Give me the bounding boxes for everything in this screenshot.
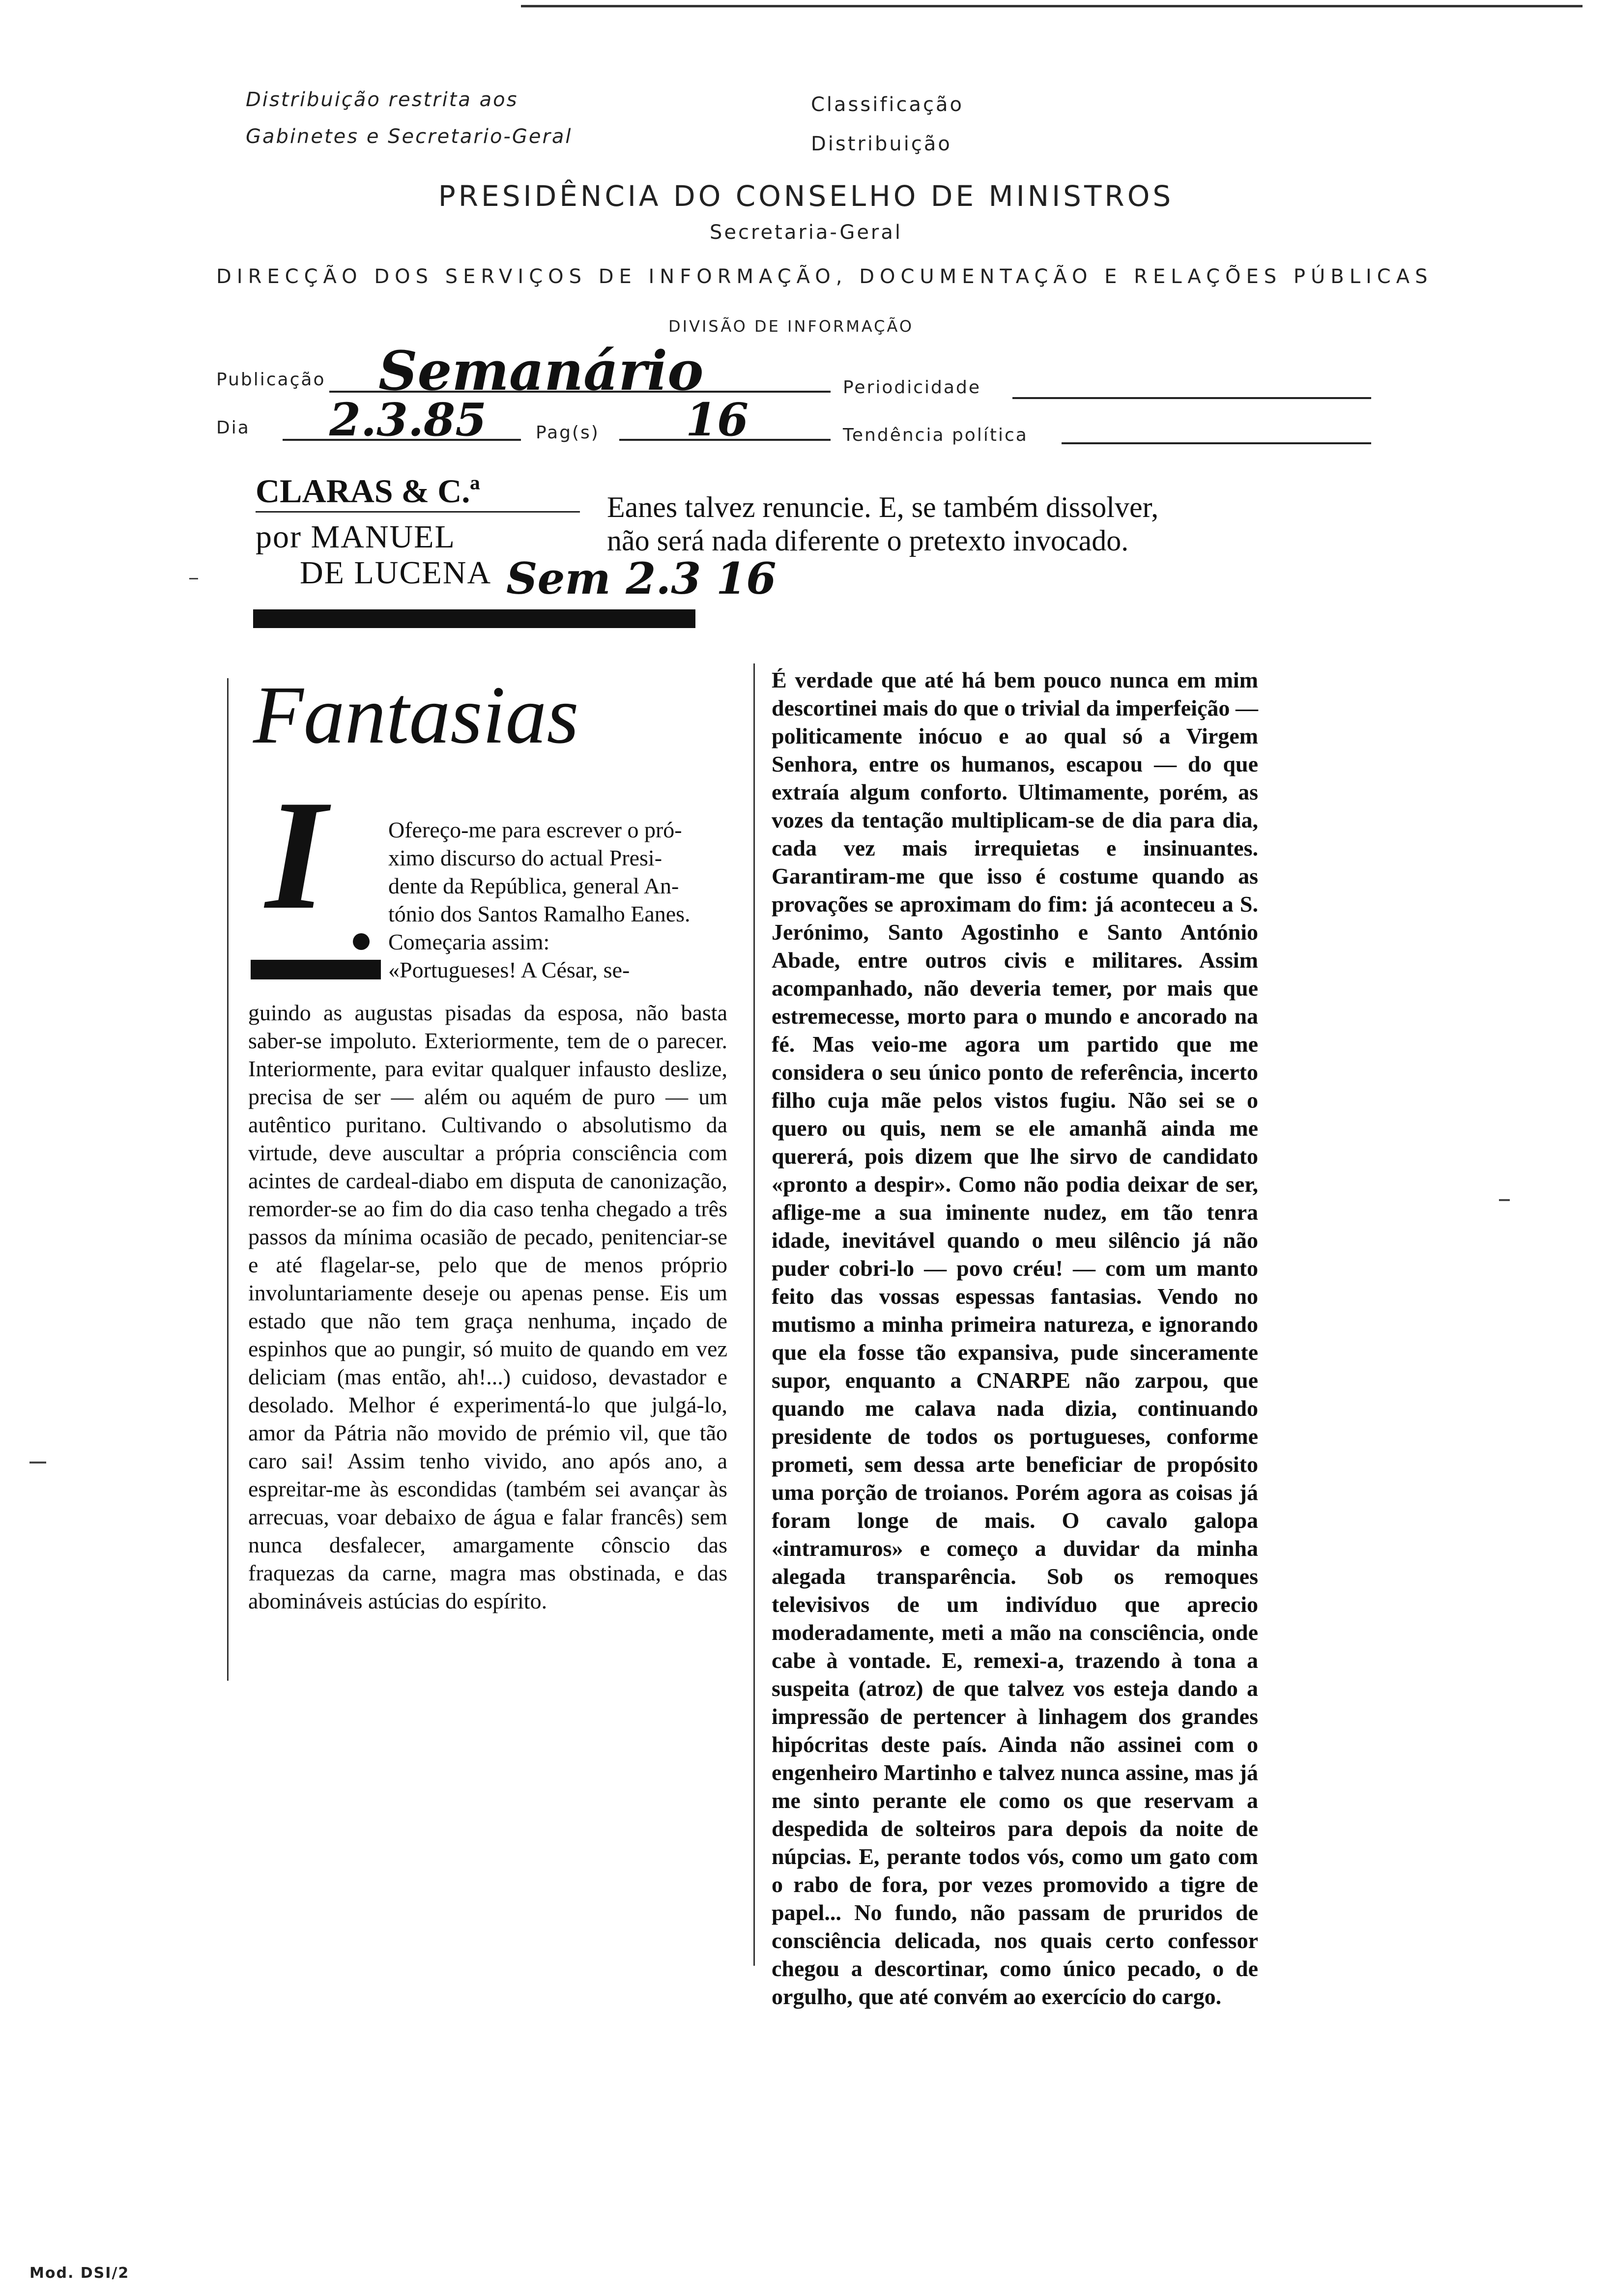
drop-cap: I <box>265 768 327 942</box>
distribution-restriction-line2: Gabinetes e Secretario-Geral <box>246 125 573 148</box>
handwritten-reference: Sem 2.3 16 <box>506 553 777 604</box>
scan-mark <box>29 1462 46 1464</box>
intro-line: ximo discurso do actual Presi- <box>388 845 662 870</box>
headline-line2: não será nada diferente o pretexto invocado. <box>607 524 1129 557</box>
intro-line <box>388 956 727 984</box>
scan-mark <box>1499 1199 1510 1201</box>
right-column-text: É verdade que até há bem pouco nunca em mim descortinei mais do que o trivial da imperfeição — politicamente inócuo e ao qual só a Virgem Senhora, entre os humanos, escapou — do que extraía algum conforto. Ultimamente, porém, as vozes da tentação multiplicam-se de dia para dia, cada vez mais irrequietas e insinuantes. Garantiram-me que isso é costume quando as provações se aproximam do fim: já aconteceu a S. Jerónimo, Santo Agostinho e Santo António Abade, entre outros civis e militares. Assim acompanhado, não deveria temer, por mais que estremecesse, morto para o mundo e ancorado na fé. Mas veio-me agora um partido que me considera o seu único ponto de referência, incerto filho cuja mãe pelos vistos fugiu. Não sei se o quero ou quis, nem se ele amanhã ainda me quererá, pois dizem que lhe sirvo de candidato «pronto a despir». Como não podia deixar de ser, aflige-me a sua iminente nudez, em tão tenra idade, inevitável quando o meu silêncio já não puder cobri-lo — povo créu! — com um manto feito das vossas espessas fantasias. Vendo no mutismo a minha primeira natureza, e ignorando que ela fosse tão expansiva, pude sinceramente supor, enquanto a CNARPE não zarpou, que quando me calava nada dizia, continuando presidente de todos os portugueses, conforme prometi, sem dessa arte beneficiar de propósito uma porção de troianos. Porém agora as coisas já foram longe de mais. O cavalo galopa «intramuros» e começo a duvidar da minha alegada transparência. Sob os remoques televisivos de um indivíduo que aprecio moderadamente, meti a mão na consciência, onde cabe à vontade. E, remexi-a, trazendo à tona a suspeita (atroz) de que talvez vos esteja dando a impressão de pertencer à linhagem dos grandes hipócritas deste país. Ainda não assinei com o engenheiro Martinho e talvez nunca assine, mas já me sinto perante ele como os que reservam a despedida de solteiros para depois da noite de núpcias. E, perante todos vós, como um gato com o rabo de fora, por vezes promovido a tigre de papel... No fundo, não passam de pruridos de consciência delicada, nos quais certo confessor chegou a descortinar, como único pecado, o de orgulho, que até convém ao exercício do cargo. <box>772 667 1258 2009</box>
top-rule <box>521 5 1583 7</box>
intro-paragraph <box>388 816 727 984</box>
heading-thick-bar <box>253 609 695 628</box>
political-tendency-line <box>1062 442 1371 444</box>
column-divider <box>753 663 755 1966</box>
redaction-bar <box>251 960 381 979</box>
secretariat-subtitle: Secretaria-Geral <box>709 221 902 244</box>
intro-line: dente da República, general An- <box>388 873 679 898</box>
left-column-text: guindo as augustas pisadas da esposa, não basta saber-se impoluto. Exteriormente, tem de o parecer. Interiormente, para evitar qualquer infausto deslize, precisa de ser — além ou aquém de puro — um autêntico puritano. Cultivando o absolutismo da virtude, deve auscultar a própria consciência com acintes de cardeal-diabo em disputa de canonização, remorder-se ao fim do dia caso tenha chegado a três passos da mínima ocasião de pecado, penitenciar-se e até flagelar-se, pelo que de menos próprio involuntariamente deseje ou apenas pense. Eis um estado que não tem graça nenhuma, inçado de espinhos que ao pungir, só muito de quando em vez deliciam (mas então, ah!...) cuidoso, devastador e desolado. Melhor é experimentá-lo que julgá-lo, amor da Pátria não movido de prémio vil, que tão caro sai! Assim tenho vivido, ano após ano, a espreitar-me às escondidas (também sei avançar às arrecuas, voar debaixo de água e falar francês) sem nunca desfalecer, amargamente cônscio das fraquezas da carne, magra mas obstinada, e das abomináveis astúcias do espírito. <box>248 1000 727 1613</box>
classification-label: Classificação <box>811 93 964 116</box>
pages-label: Pag(s) <box>536 423 600 443</box>
intro-line <box>388 928 727 956</box>
column-name: CLARAS & C.ª <box>256 472 480 510</box>
author-line1: por MANUEL <box>256 519 456 555</box>
publication-handwritten: Semanário <box>378 339 704 402</box>
day-handwritten: 2.3.85 <box>329 393 487 446</box>
left-column-rule <box>227 678 229 1681</box>
column-name-underline <box>256 511 580 513</box>
division-line: DIVISÃO DE INFORMAÇÃO <box>668 317 914 336</box>
political-tendency-label: Tendência política <box>843 425 1028 445</box>
directorate-line: DIRECÇÃO DOS SERVIÇOS DE INFORMAÇÃO, DOCUMENTAÇÃO E RELAÇÕES PÚBLICAS <box>216 265 1433 288</box>
day-label: Dia <box>216 418 250 438</box>
model-code: Mod. DSI/2 <box>29 2265 130 2282</box>
ministry-title: PRESIDÊNCIA DO CONSELHO DE MINISTROS <box>438 179 1174 213</box>
article-title: Fantasias <box>253 669 579 761</box>
headline-line1: Eanes talvez renuncie. E, se também dissolver, <box>607 491 1159 523</box>
bullet-icon <box>353 933 370 950</box>
intro-line: tónio dos Santos Ramalho Eanes. <box>388 901 691 926</box>
intro-line: Ofereço-me para escrever o pró- <box>388 817 682 842</box>
intro-line-text: Começaria assim: <box>388 929 550 954</box>
distribution-label: Distribuição <box>811 133 952 155</box>
pages-handwritten: 16 <box>686 393 749 446</box>
periodicity-label: Periodicidade <box>843 377 981 398</box>
author-line2: DE LUCENA <box>300 555 492 591</box>
scan-mark <box>189 578 198 579</box>
periodicity-line <box>1012 397 1371 399</box>
distribution-restriction-line1: Distribuição restrita aos <box>246 88 518 111</box>
intro-line-text: «Portugueses! A César, se- <box>388 957 630 982</box>
publication-label: Publicação <box>216 370 326 390</box>
